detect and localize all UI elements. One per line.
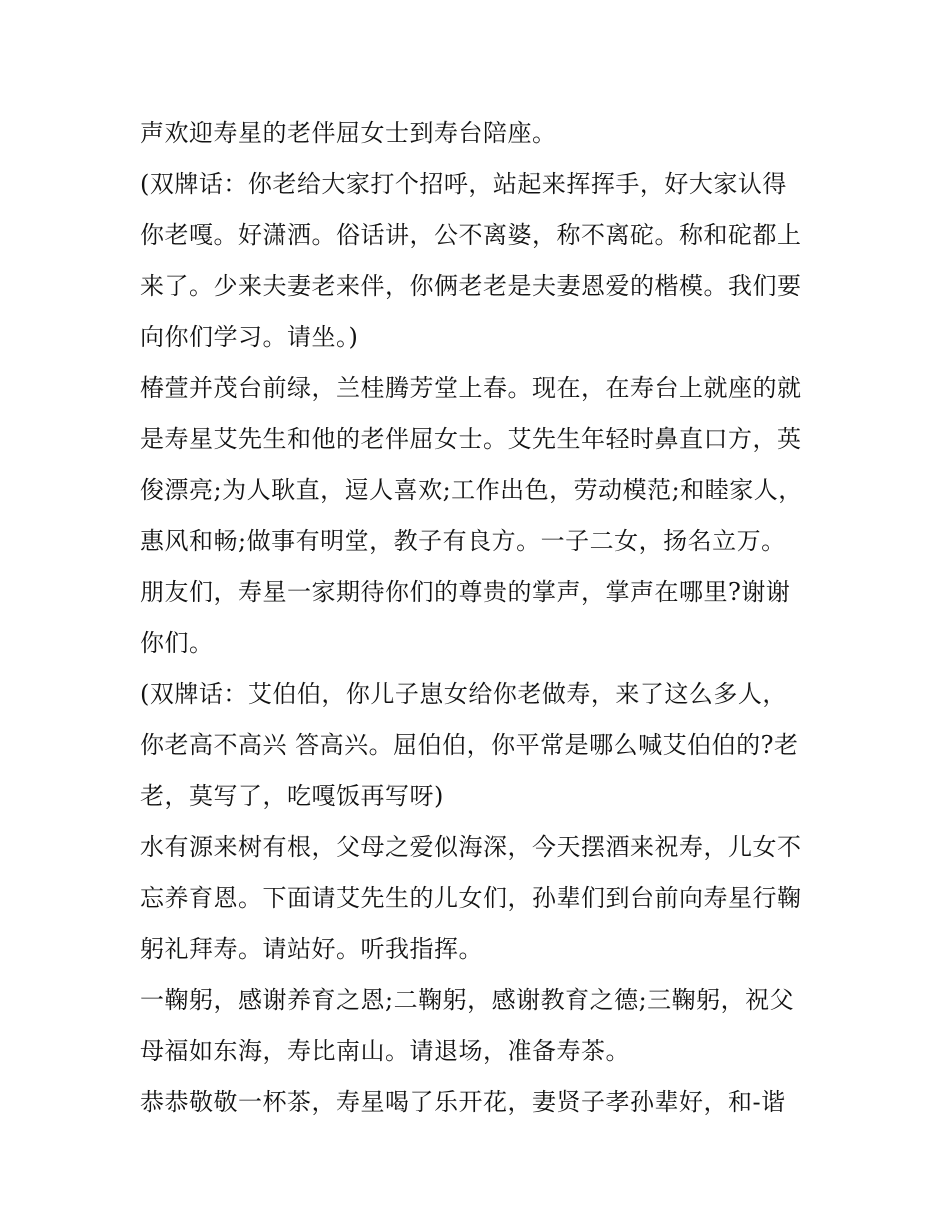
text-line: 向你们学习。请坐。) bbox=[140, 323, 359, 351]
text-line: 老，莫写了，吃嘎饭再写呀) bbox=[140, 782, 444, 810]
text-line: (双牌话：你老给大家打个招呼，站起来挥挥手，好大家认得 bbox=[140, 170, 787, 198]
text-line: 是寿星艾先生和他的老伴屈女士。艾先生年轻时鼻直口方，英 bbox=[140, 425, 802, 453]
text-line: 恭恭敬敬一杯茶，寿星喝了乐开花，妻贤子孝孙辈好，和-谐 bbox=[140, 1088, 786, 1116]
paragraph bbox=[140, 363, 820, 669]
text-line: 椿萱并茂台前绿，兰桂腾芳堂上春。现在，在寿台上就座的就 bbox=[140, 374, 802, 402]
document-body bbox=[140, 108, 820, 1128]
paragraph bbox=[140, 1077, 820, 1128]
text-line: 惠风和畅;做事有明堂，教子有良方。一子二女，扬名立万。 bbox=[140, 527, 786, 555]
text-line: 你老高不高兴 答高兴。屈伯伯，你平常是哪么喊艾伯伯的?老 bbox=[140, 731, 799, 759]
paragraph bbox=[140, 669, 820, 822]
text-line: 俊漂亮;为人耿直，逗人喜欢;工作出色，劳动模范;和睦家人， bbox=[140, 476, 803, 504]
text-line: 母福如东海，寿比南山。请退场，准备寿茶。 bbox=[140, 1037, 630, 1065]
text-line: 躬礼拜寿。请站好。听我指挥。 bbox=[140, 935, 483, 963]
text-line: 忘养育恩。下面请艾先生的儿女们，孙辈们到台前向寿星行鞠 bbox=[140, 884, 802, 912]
text-line: 一鞠躬，感谢养育之恩;二鞠躬，感谢教育之德;三鞠躬，祝父 bbox=[140, 986, 795, 1014]
paragraph bbox=[140, 108, 820, 159]
text-line: 水有源来树有根，父母之爱似海深，今天摆酒来祝寿，儿女不 bbox=[140, 833, 802, 861]
paragraph bbox=[140, 822, 820, 975]
text-line: 声欢迎寿星的老伴屈女士到寿台陪座。 bbox=[140, 119, 557, 147]
text-line: 朋友们，寿星一家期待你们的尊贵的掌声，掌声在哪里?谢谢 bbox=[140, 578, 791, 606]
text-line: 来了。少来夫妻老来伴，你俩老老是夫妻恩爱的楷模。我们要 bbox=[140, 272, 802, 300]
paragraph bbox=[140, 975, 820, 1077]
text-line: (双牌话：艾伯伯，你儿子崽女给你老做寿，来了这么多人， bbox=[140, 680, 787, 708]
paragraph bbox=[140, 159, 820, 363]
text-line: 你们。 bbox=[140, 629, 214, 657]
text-line: 你老嘎。好潇洒。俗话讲，公不离婆，称不离砣。称和砣都上 bbox=[140, 221, 802, 249]
